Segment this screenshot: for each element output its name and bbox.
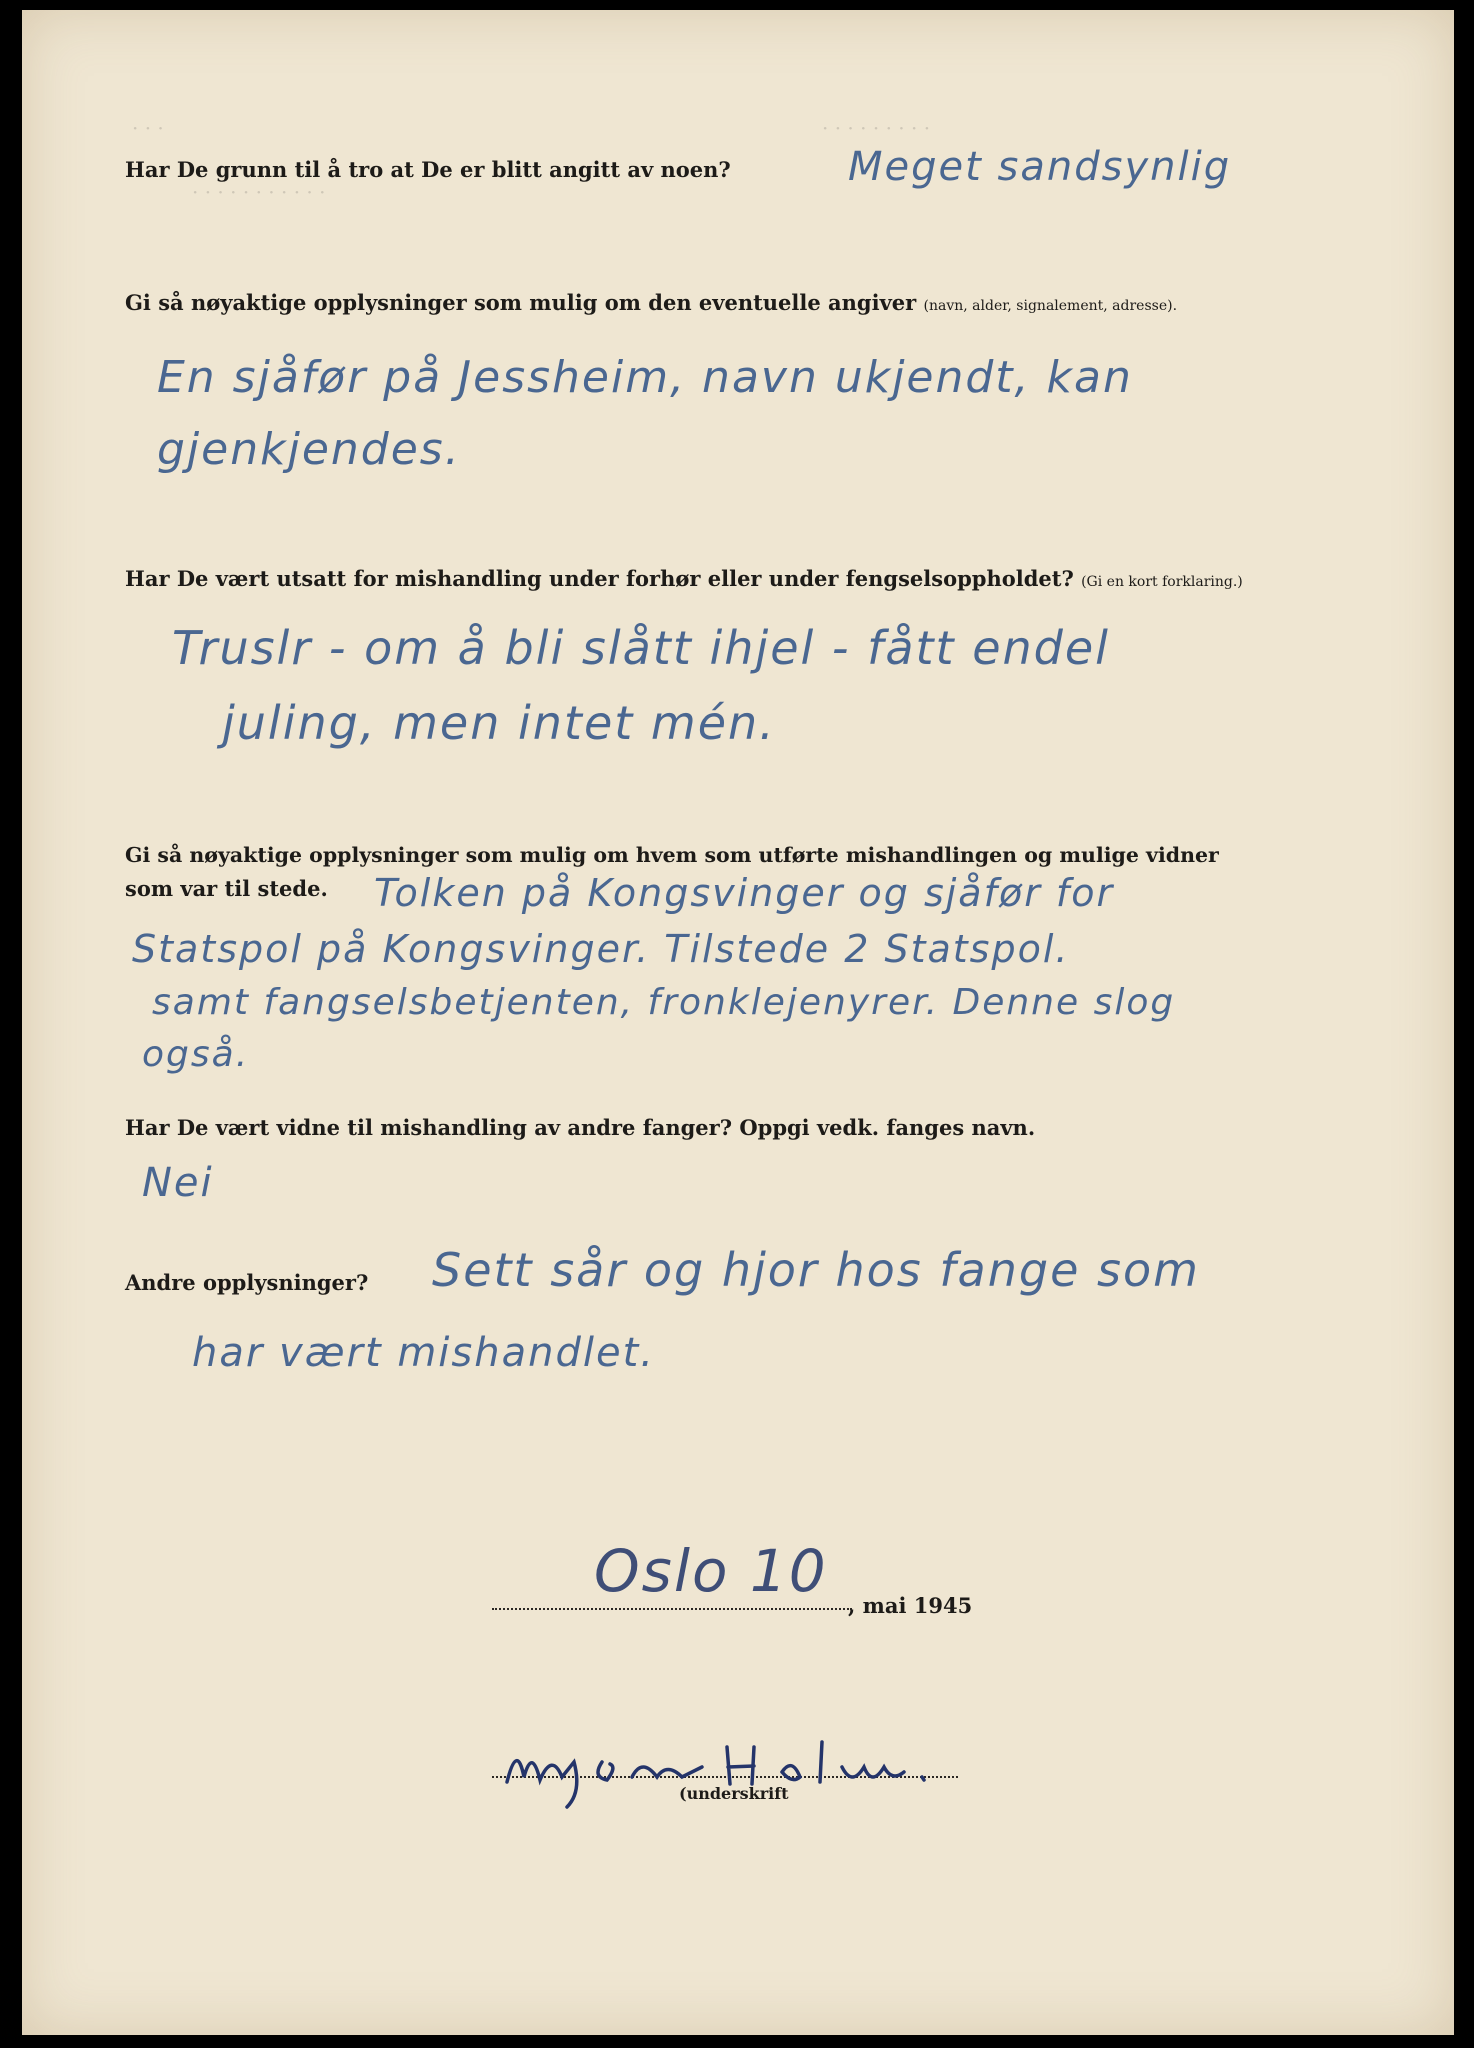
answer-2-line-2: gjenkjendes. [157,424,461,475]
question-4-line-1: Gi så nøyaktige opplysninger som mulig om hvem som utførte mishandlingen og mulige vidner [125,843,1219,867]
answer-2-line-1: En sjåfør på Jessheim, navn ukjendt, kan [157,352,1133,403]
answer-4-line-2: Statspol på Kongsvinger. Tilstede 2 Statspol. [132,927,1070,971]
question-5: Har De vært vidne til mishandling av andre fanger? Oppgi vedk. fanges navn. [125,1115,1036,1140]
question-3-text: Har De vært utsatt for mishandling under forhør eller under fengselsoppholdet? [125,566,1074,591]
document-page: · · · · · · · · · · · · · · · · · · · · · · · Har De grunn til å tro at De er blitt angitt av noen? Meget sandsynlig Gi så nøyaktige opplysninger som mulig om den eventuelle angiver (navn, alder, signalement, adresse). En sjåfør på Jessheim, navn ukjendt, kan gjenkjendes. Har De vært utsatt for mishandling under forhør eller under fengselsoppholdet? (Gi en kort forklaring.) Truslr - om å bli slått ihjel - fått endel juling, men intet mén. Gi så nøyaktige opplysninger som mulig om hvem som utførte mishandlingen og mulige vidner som var til stede. Tolken på Kongsvinger og sjåfør for Statspol på Kongsvinger. Tilstede 2 Statspol. samt fangselsbetjenten, fronklejenyrer. Denne slog også. Har De vært vidne til mishandling av andre fanger? Oppgi vedk. fanges navn. Nei Andre opplysninger? Sett sår og hjor hos fange som har vært mishandlet. Oslo 10 , mai 1945 (underskrift [22,10,1454,2035]
answer-4-line-4: også. [142,1034,250,1075]
signature-label: (underskrift [679,1784,789,1803]
date-place-handwritten: Oslo 10 [594,1537,828,1605]
question-4-line-2: som var til stede. [125,876,328,901]
question-6: Andre opplysninger? [125,1270,369,1295]
question-3 [125,566,1243,591]
answer-5: Nei [142,1160,214,1206]
answer-6-line-1: Sett sår og hjor hos fange som [432,1243,1200,1297]
question-2-text: Gi så nøyaktige opplysninger som mulig om den eventuelle angiver [125,290,917,315]
question-3-note: (Gi en kort forklaring.) [1081,574,1243,590]
date-suffix: , mai 1945 [848,1593,973,1618]
signature-handwritten [517,1795,568,1796]
answer-3-line-2: juling, men intet mén. [222,696,776,750]
answer-3-line-1: Truslr - om å bli slått ihjel - fått endel [172,621,1110,675]
answer-6-line-2: har vært mishandlet. [192,1330,655,1376]
answer-4-line-1: Tolken på Kongsvinger og sjåfør for [374,871,1115,915]
answer-4-line-3: samt fangselsbetjenten, fronklejenyrer. Denne slog [152,982,1176,1023]
question-2-note: (navn, alder, signalement, adresse). [923,298,1178,314]
answer-1: Meget sandsynlig [848,144,1232,190]
date-dotted-line [492,1608,852,1610]
question-2 [125,290,1177,315]
question-1: Har De grunn til å tro at De er blitt angitt av noen? [125,157,731,182]
